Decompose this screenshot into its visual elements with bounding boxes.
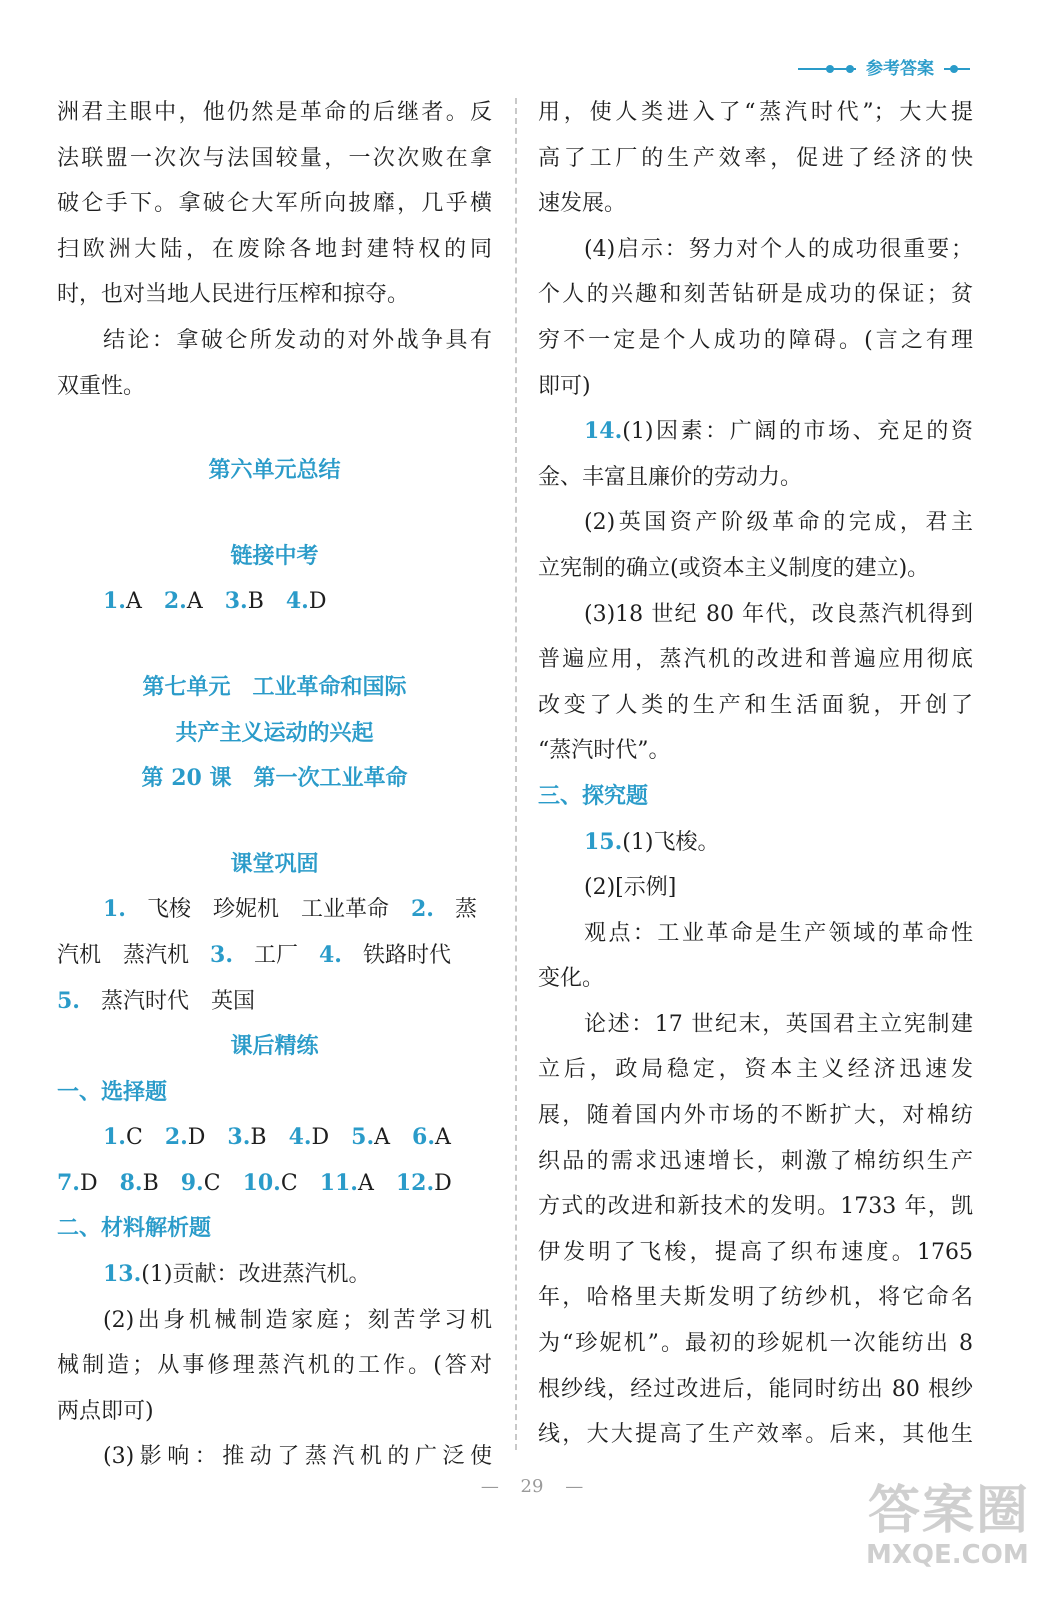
text-line: 金、丰富且廉价的劳动力。 — [538, 464, 803, 490]
text-line: 伊发明了飞梭，提高了织布速度。1765 — [538, 1239, 973, 1265]
text-line: 高了工厂的生产效率，促进了经济的快 — [538, 145, 973, 171]
after-class-heading: 课后精练 — [230, 1033, 319, 1060]
text-line: 扫欧洲大陆，在废除各地封建特权的同 — [57, 236, 492, 262]
watermark-logo: 答案圈 — [868, 1481, 1031, 1541]
choice-answers-row2: 7.D 8.B 9.C 10.C 11.A 12.D — [57, 1169, 452, 1196]
column-divider — [515, 98, 517, 1450]
text-line: 展，随着国内外市场的不断扩大，对棉纺 — [538, 1103, 973, 1129]
text-line: 普遍应用，蒸汽机的改进和普遍应用彻底 — [538, 647, 973, 673]
badge-dot — [826, 65, 834, 73]
text-line: 两点即可) — [57, 1398, 154, 1424]
text-line: 方式的改进和新技术的发明。1733 年，凯 — [538, 1194, 973, 1220]
text-line: 织品的需求迅速增长，刺激了棉纺织生产 — [538, 1148, 973, 1174]
q13-part3: (3)影响：推动了蒸汽机的广泛使 — [103, 1444, 492, 1470]
text-line: 结论：拿破仑所发动的对外战争具有 — [103, 327, 492, 353]
text-line: 洲君主眼中，他仍然是革命的后继者。反 — [57, 100, 492, 125]
text-line: 改变了人类的生产和生活面貌，开创了 — [538, 692, 973, 718]
badge-dot — [846, 65, 854, 73]
fill-answers-line1: 1. 飞梭 珍妮机 工业革命 2. 蒸 — [103, 896, 477, 923]
q14-part1: 14.(1)因素：广阔的市场、充足的资 — [584, 418, 973, 445]
text-line: “蒸汽时代”。 — [538, 738, 671, 764]
text-line: (3)18 世纪 80 年代，改良蒸汽机得到 — [584, 601, 973, 627]
text-line: (2)英国资产阶级革命的完成，君主 — [584, 510, 973, 536]
q15-part1: 15.(1)飞梭。 — [584, 828, 720, 855]
text-line: 即可) — [538, 373, 591, 399]
unit7-title-line1: 第七单元 工业革命和国际 — [142, 673, 407, 700]
q15-part2: (2)[示例] — [584, 875, 677, 901]
fill-answers-line2: 汽机 蒸汽机 3. 工厂 4. 铁路时代 — [57, 941, 451, 968]
badge-label: 参考答案 — [856, 56, 944, 82]
page-number: 29 — [520, 1476, 544, 1497]
watermark-url: MXQE.COM — [866, 1540, 1029, 1570]
text-line: 法联盟一次次与法国较量，一次次败在拿 — [57, 145, 492, 171]
unit7-title-line2: 共产主义运动的兴起 — [175, 719, 374, 746]
section-material: 二、材料解析题 — [57, 1215, 212, 1242]
footer-dash: — — [565, 1476, 584, 1497]
text-line: (4)启示：努力对个人的成功很重要； — [584, 236, 973, 262]
section-inquiry: 三、探究题 — [538, 782, 649, 809]
answer-badge — [798, 56, 970, 82]
text-line: 论述：17 世纪末，英国君主立宪制建 — [584, 1011, 973, 1037]
badge-dot — [950, 65, 958, 73]
text-line: 双重性。 — [57, 373, 146, 399]
text-line: 破仑手下。拿破仑大军所向披靡，几乎横 — [57, 191, 492, 217]
text-line: 穷不一定是个人成功的障碍。(言之有理 — [538, 327, 973, 353]
text-line: 械制造；从事修理蒸汽机的工作。(答对 — [57, 1353, 492, 1379]
text-line: 年，哈格里夫斯发明了纺纱机，将它命名 — [538, 1285, 973, 1311]
text-line: (2)出身机械制造家庭；刻苦学习机 — [103, 1307, 492, 1333]
link-answers: 1.A 2.A 3.B 4.D — [103, 588, 327, 615]
left-column — [57, 90, 492, 1480]
text-line: 立宪制的确立(或资本主义制度的建立)。 — [538, 555, 930, 581]
fill-answers-line3: 5. 蒸汽时代 英国 — [57, 987, 255, 1014]
text-line: 线，大大提高了生产效率。后来，其他生 — [538, 1422, 973, 1448]
right-column — [538, 90, 973, 1458]
choice-answers-row1: 1.C 2.D 3.B 4.D 5.A 6.A — [103, 1124, 451, 1151]
text-line: 用，使人类进入了“蒸汽时代”；大大提 — [538, 100, 973, 125]
text-line: 个人的兴趣和刻苦钻研是成功的保证；贫 — [538, 282, 973, 308]
section-choice: 一、选择题 — [57, 1078, 168, 1105]
lesson-title: 第 20 课 第一次工业革命 — [141, 765, 408, 792]
text-line: 为“珍妮机”。最初的珍妮机一次能纺出 8 — [538, 1331, 973, 1357]
q13-part1: 13.(1)贡献：改进蒸汽机。 — [103, 1261, 371, 1288]
text-line: 变化。 — [538, 966, 605, 992]
text-line: 速发展。 — [538, 191, 627, 217]
unit6-title: 第六单元总结 — [208, 457, 341, 484]
text-line: 根纱线，经过改进后，能同时纺出 80 根纱 — [538, 1376, 973, 1402]
text-line: 时，也对当地人民进行压榨和掠夺。 — [57, 282, 410, 308]
text-line: 观点：工业革命是生产领域的革命性 — [584, 920, 973, 946]
class-consolidate-heading: 课堂巩固 — [230, 850, 319, 877]
footer-dash: — — [480, 1476, 499, 1497]
link-exam-heading: 链接中考 — [230, 542, 319, 569]
text-line: 立后，政局稳定，资本主义经济迅速发 — [538, 1057, 973, 1083]
